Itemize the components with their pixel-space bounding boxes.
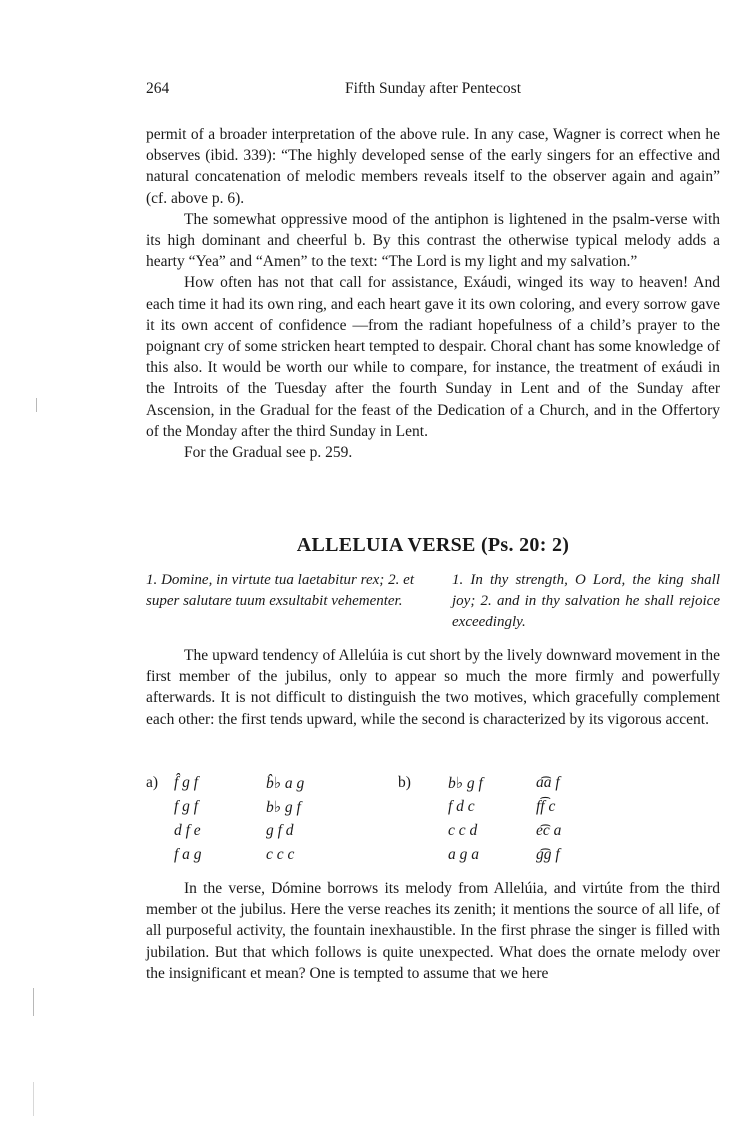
- margin-scan-mark: [33, 988, 34, 1016]
- paragraph-verse-domine: In the verse, Dómine borrows its melody from Allelúia, and virtúte from the third member ot the jubilus. Here the verse reaches its zenith; it mentions the source of all life, of all purposeful activity, the fountain inexhaustible. In the first phrase the singer is filled with jubilation. But that which follows is quite unexpected. What does the ornate melody over the insignificant et mean? One is tempted to assume that we here: [146, 880, 720, 982]
- running-head: [146, 80, 720, 100]
- motive-b-col1-row2: f d c: [448, 798, 475, 815]
- motive-a-col1-row1: f̂ g f: [174, 774, 199, 791]
- latin-verse-text: 1. Domine, in virtute tua laetabitur rex; 2. et super salutare tuum exsultabit vehementer.: [146, 572, 414, 609]
- motive-b-col2-row2: f͡f c: [536, 798, 556, 815]
- motive-a-col2-row2: b♭ g f: [266, 799, 301, 816]
- motive-b-col2-row1: a͡a f: [536, 774, 560, 791]
- motive-a-col2-row4: c c c: [266, 846, 295, 863]
- english-verse-text: 1. In thy strength, O Lord, the king shall joy; 2. and in thy salvation he shall rejoice exceedingly.: [452, 572, 720, 630]
- motive-label-a: a): [146, 774, 159, 791]
- motive-a-col1-row3: d f e: [174, 822, 201, 839]
- running-title: Fifth Sunday after Pentecost: [344, 80, 522, 97]
- margin-scan-mark: [33, 1082, 34, 1116]
- motive-label-b: b): [398, 774, 411, 791]
- section-heading: ALLELUIA VERSE (Ps. 20: 2): [296, 534, 570, 556]
- middle-text-block: [146, 645, 720, 730]
- paragraph-upward-tendency: The upward tendency of Allelúia is cut short by the lively downward movement in the first member of the jubilus, only to appear so much the more firmly and powerfully afterwards. It is not difficult to distinguish the two motives, which gracefully complement each other: the first tends upward, while the second is characterized by its vigorous accent.: [146, 647, 720, 728]
- final-text-block: [146, 878, 720, 984]
- melodic-motives-table: [146, 774, 720, 874]
- motive-b-col1-row4: a g a: [448, 846, 479, 863]
- paragraph-gradual-reference: For the Gradual see p. 259.: [184, 444, 353, 462]
- motive-b-col1-row3: c c d: [448, 822, 478, 839]
- paragraph-psalm-verse: The somewhat oppressive mood of the antiphon is lightened in the psalm-verse with its high dominant and cheerful b. By this contrast the otherwise typical melody adds a hearty “Yea” and “Amen” to the text: “The Lord is my light and my salvation.”: [146, 210, 720, 271]
- page-number: 264: [146, 80, 170, 97]
- motive-a-col1-row2: f g f: [174, 798, 199, 815]
- motive-b-col2-row4: g͡g f: [536, 846, 560, 863]
- motive-b-col1-row1: b♭ g f: [448, 775, 483, 792]
- paragraph-exaudi: How often has not that call for assistance, Exáudi, winged its way to heaven! And each time it had its own ring, and each heart gave it its own coloring, and every sorrow gave it its own accent of confidence —from the radiant hopefulness of a child’s prayer to the poignant cry of some stricken heart tempted to despair. Choral chant has some knowledge of this also. It would be worth our while to compare, for instance, the treatment of exáudi in the Introits of the Tuesday after the fourth Sunday in Lent and of the Sunday after Ascension, in the Gradual for the feast of the Dedication of a Church, and in the Offertory of the Monday after the third Sunday in Lent.: [146, 274, 720, 440]
- motive-a-col1-row4: f a g: [174, 846, 202, 863]
- motive-b-col2-row3: e͡c a: [536, 822, 562, 839]
- motive-a-col2-row3: g f d: [266, 822, 294, 839]
- motive-a-col2-row1: b̂♭ a g: [266, 775, 305, 792]
- intro-text-block: [146, 124, 720, 463]
- margin-scan-mark: [36, 398, 37, 412]
- paragraph-wagner: permit of a broader interpretation of the above rule. In any case, Wagner is correct when he observes (ibid. 339): “The highly developed sense of the early singers for an effective and natural concatenation of melodic members reveals itself to the observer again and again” (cf. above p. 6).: [146, 126, 720, 207]
